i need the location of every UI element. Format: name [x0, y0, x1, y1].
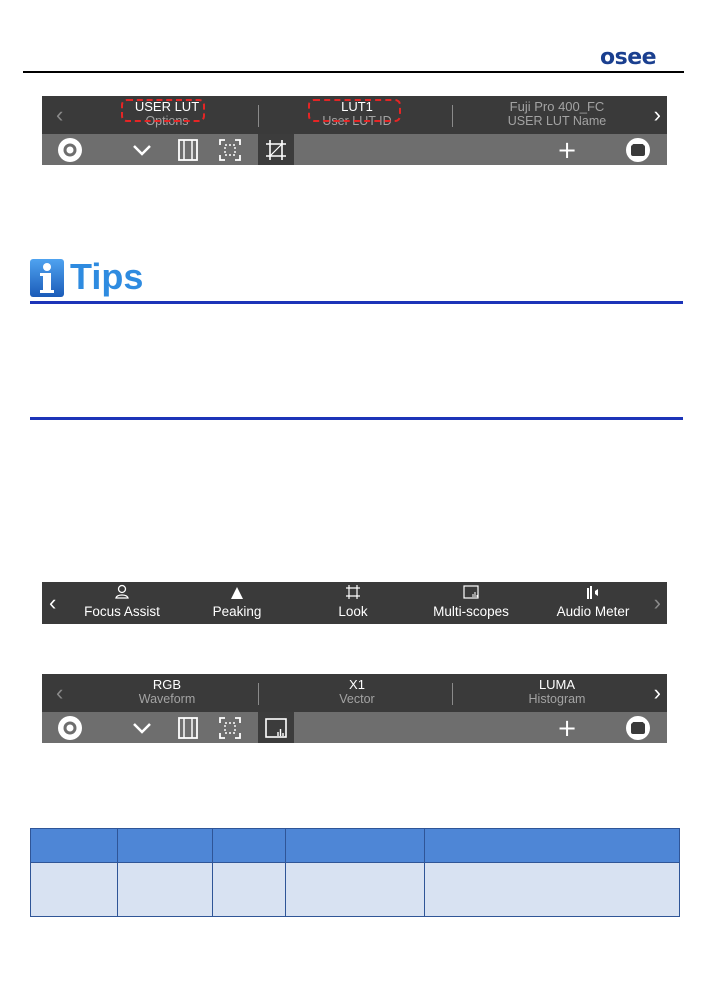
- parameter-table: [30, 828, 680, 917]
- prev-page-arrow[interactable]: ‹: [56, 680, 64, 705]
- menu-item-label: Look: [338, 604, 368, 619]
- function-menu-bar: [42, 582, 667, 624]
- safe-area-icon: [219, 139, 241, 161]
- frame-guide-icon: [178, 139, 198, 161]
- divider: [258, 105, 259, 127]
- header-rule: [23, 71, 684, 73]
- next-page-arrow[interactable]: ›: [653, 680, 661, 705]
- table-cell: [425, 863, 680, 917]
- scope-control-bar: [42, 674, 667, 743]
- safe-area-button[interactable]: [218, 137, 242, 162]
- table-header-row: [31, 829, 680, 863]
- table-header-cell: [118, 829, 213, 863]
- table-cell: [213, 863, 286, 917]
- snapshot-button[interactable]: [624, 715, 652, 740]
- plus-icon: +: [556, 713, 578, 742]
- table-header-cell: [425, 829, 680, 863]
- lut-toolbar: [42, 134, 667, 165]
- plus-icon: +: [556, 135, 578, 164]
- prev-page-arrow[interactable]: ‹: [49, 590, 57, 615]
- menu-item-label: Multi-scopes: [433, 604, 509, 619]
- chevron-down-icon: [132, 143, 152, 157]
- next-page-arrow[interactable]: ›: [653, 102, 661, 127]
- table-cell: [286, 863, 425, 917]
- lut-id-value: LUT1: [341, 99, 373, 114]
- menu-item-label: Audio Meter: [556, 604, 630, 619]
- table-header-cell: [286, 829, 425, 863]
- frame-guide-button[interactable]: [176, 137, 200, 162]
- histogram-cell[interactable]: [492, 677, 622, 707]
- triangle-icon: [202, 584, 272, 604]
- tips-heading: Tips: [70, 256, 144, 297]
- divider: [258, 683, 259, 705]
- table-header-cell: [31, 829, 118, 863]
- collapse-button[interactable]: [130, 715, 154, 740]
- highlight-box: [308, 99, 401, 122]
- add-button[interactable]: [554, 715, 580, 740]
- scope-parameter-strip: [42, 674, 667, 712]
- waveform-label: Waveform: [138, 692, 196, 706]
- table-row: [31, 863, 680, 917]
- add-button[interactable]: [554, 137, 580, 162]
- osee-logo: osee: [600, 45, 657, 70]
- vector-cell[interactable]: [292, 677, 422, 707]
- prev-page-arrow[interactable]: ‹: [56, 102, 64, 127]
- menu-item-audio-meter[interactable]: [548, 584, 638, 620]
- menu-item-peaking[interactable]: [202, 584, 272, 620]
- audio-meter-icon: [548, 584, 638, 604]
- table-cell: [31, 863, 118, 917]
- menu-item-label: Peaking: [212, 604, 262, 619]
- table-header-cell: [213, 829, 286, 863]
- look-button[interactable]: [258, 134, 294, 165]
- look-icon: [265, 139, 287, 161]
- histogram-label: Histogram: [528, 692, 586, 706]
- waveform-cell[interactable]: [102, 677, 232, 707]
- person-icon: [80, 584, 164, 604]
- settings-button[interactable]: [56, 137, 84, 162]
- frame-guide-button[interactable]: [176, 715, 200, 740]
- options-label: Options: [145, 114, 189, 128]
- safe-area-button[interactable]: [218, 715, 242, 740]
- lut-parameter-strip: [42, 96, 667, 134]
- snapshot-button[interactable]: [624, 137, 652, 162]
- gear-icon: [57, 137, 83, 163]
- divider: [452, 683, 453, 705]
- scope-toolbar: [42, 712, 667, 743]
- options-value: USER LUT: [134, 99, 200, 114]
- lut-id-label: User LUT ID: [322, 114, 392, 128]
- menu-item-focus-assist[interactable]: [80, 584, 164, 620]
- menu-item-multi-scopes[interactable]: [426, 584, 516, 620]
- chevron-down-icon: [132, 721, 152, 735]
- gear-icon: [57, 715, 83, 741]
- waveform-value: RGB: [152, 677, 182, 692]
- next-page-arrow[interactable]: ›: [653, 590, 661, 615]
- lut-control-bar: [42, 96, 667, 165]
- vector-value: X1: [349, 677, 365, 692]
- table-cell: [118, 863, 213, 917]
- tips-top-rule: [30, 301, 683, 304]
- settings-button[interactable]: [56, 715, 84, 740]
- info-icon: [30, 259, 64, 297]
- histogram-value: LUMA: [538, 677, 576, 692]
- snapshot-icon: [625, 137, 651, 163]
- menu-item-look[interactable]: [318, 584, 388, 620]
- scopes-icon: [426, 584, 516, 604]
- tips-bottom-rule: [30, 417, 683, 420]
- frame-guide-icon: [178, 717, 198, 739]
- highlight-box: [121, 99, 205, 122]
- vector-label: Vector: [339, 692, 375, 706]
- divider: [452, 105, 453, 127]
- multi-scopes-button[interactable]: [258, 712, 294, 743]
- look-icon: [318, 584, 388, 604]
- snapshot-icon: [625, 715, 651, 741]
- user-lut-name-cell[interactable]: [482, 99, 632, 129]
- lut-name-value: Fuji Pro 400_FC: [509, 99, 605, 114]
- safe-area-icon: [219, 717, 241, 739]
- scopes-icon: [265, 718, 287, 738]
- collapse-button[interactable]: [130, 137, 154, 162]
- lut-name-label: USER LUT Name: [507, 114, 607, 128]
- menu-item-label: Focus Assist: [84, 604, 160, 619]
